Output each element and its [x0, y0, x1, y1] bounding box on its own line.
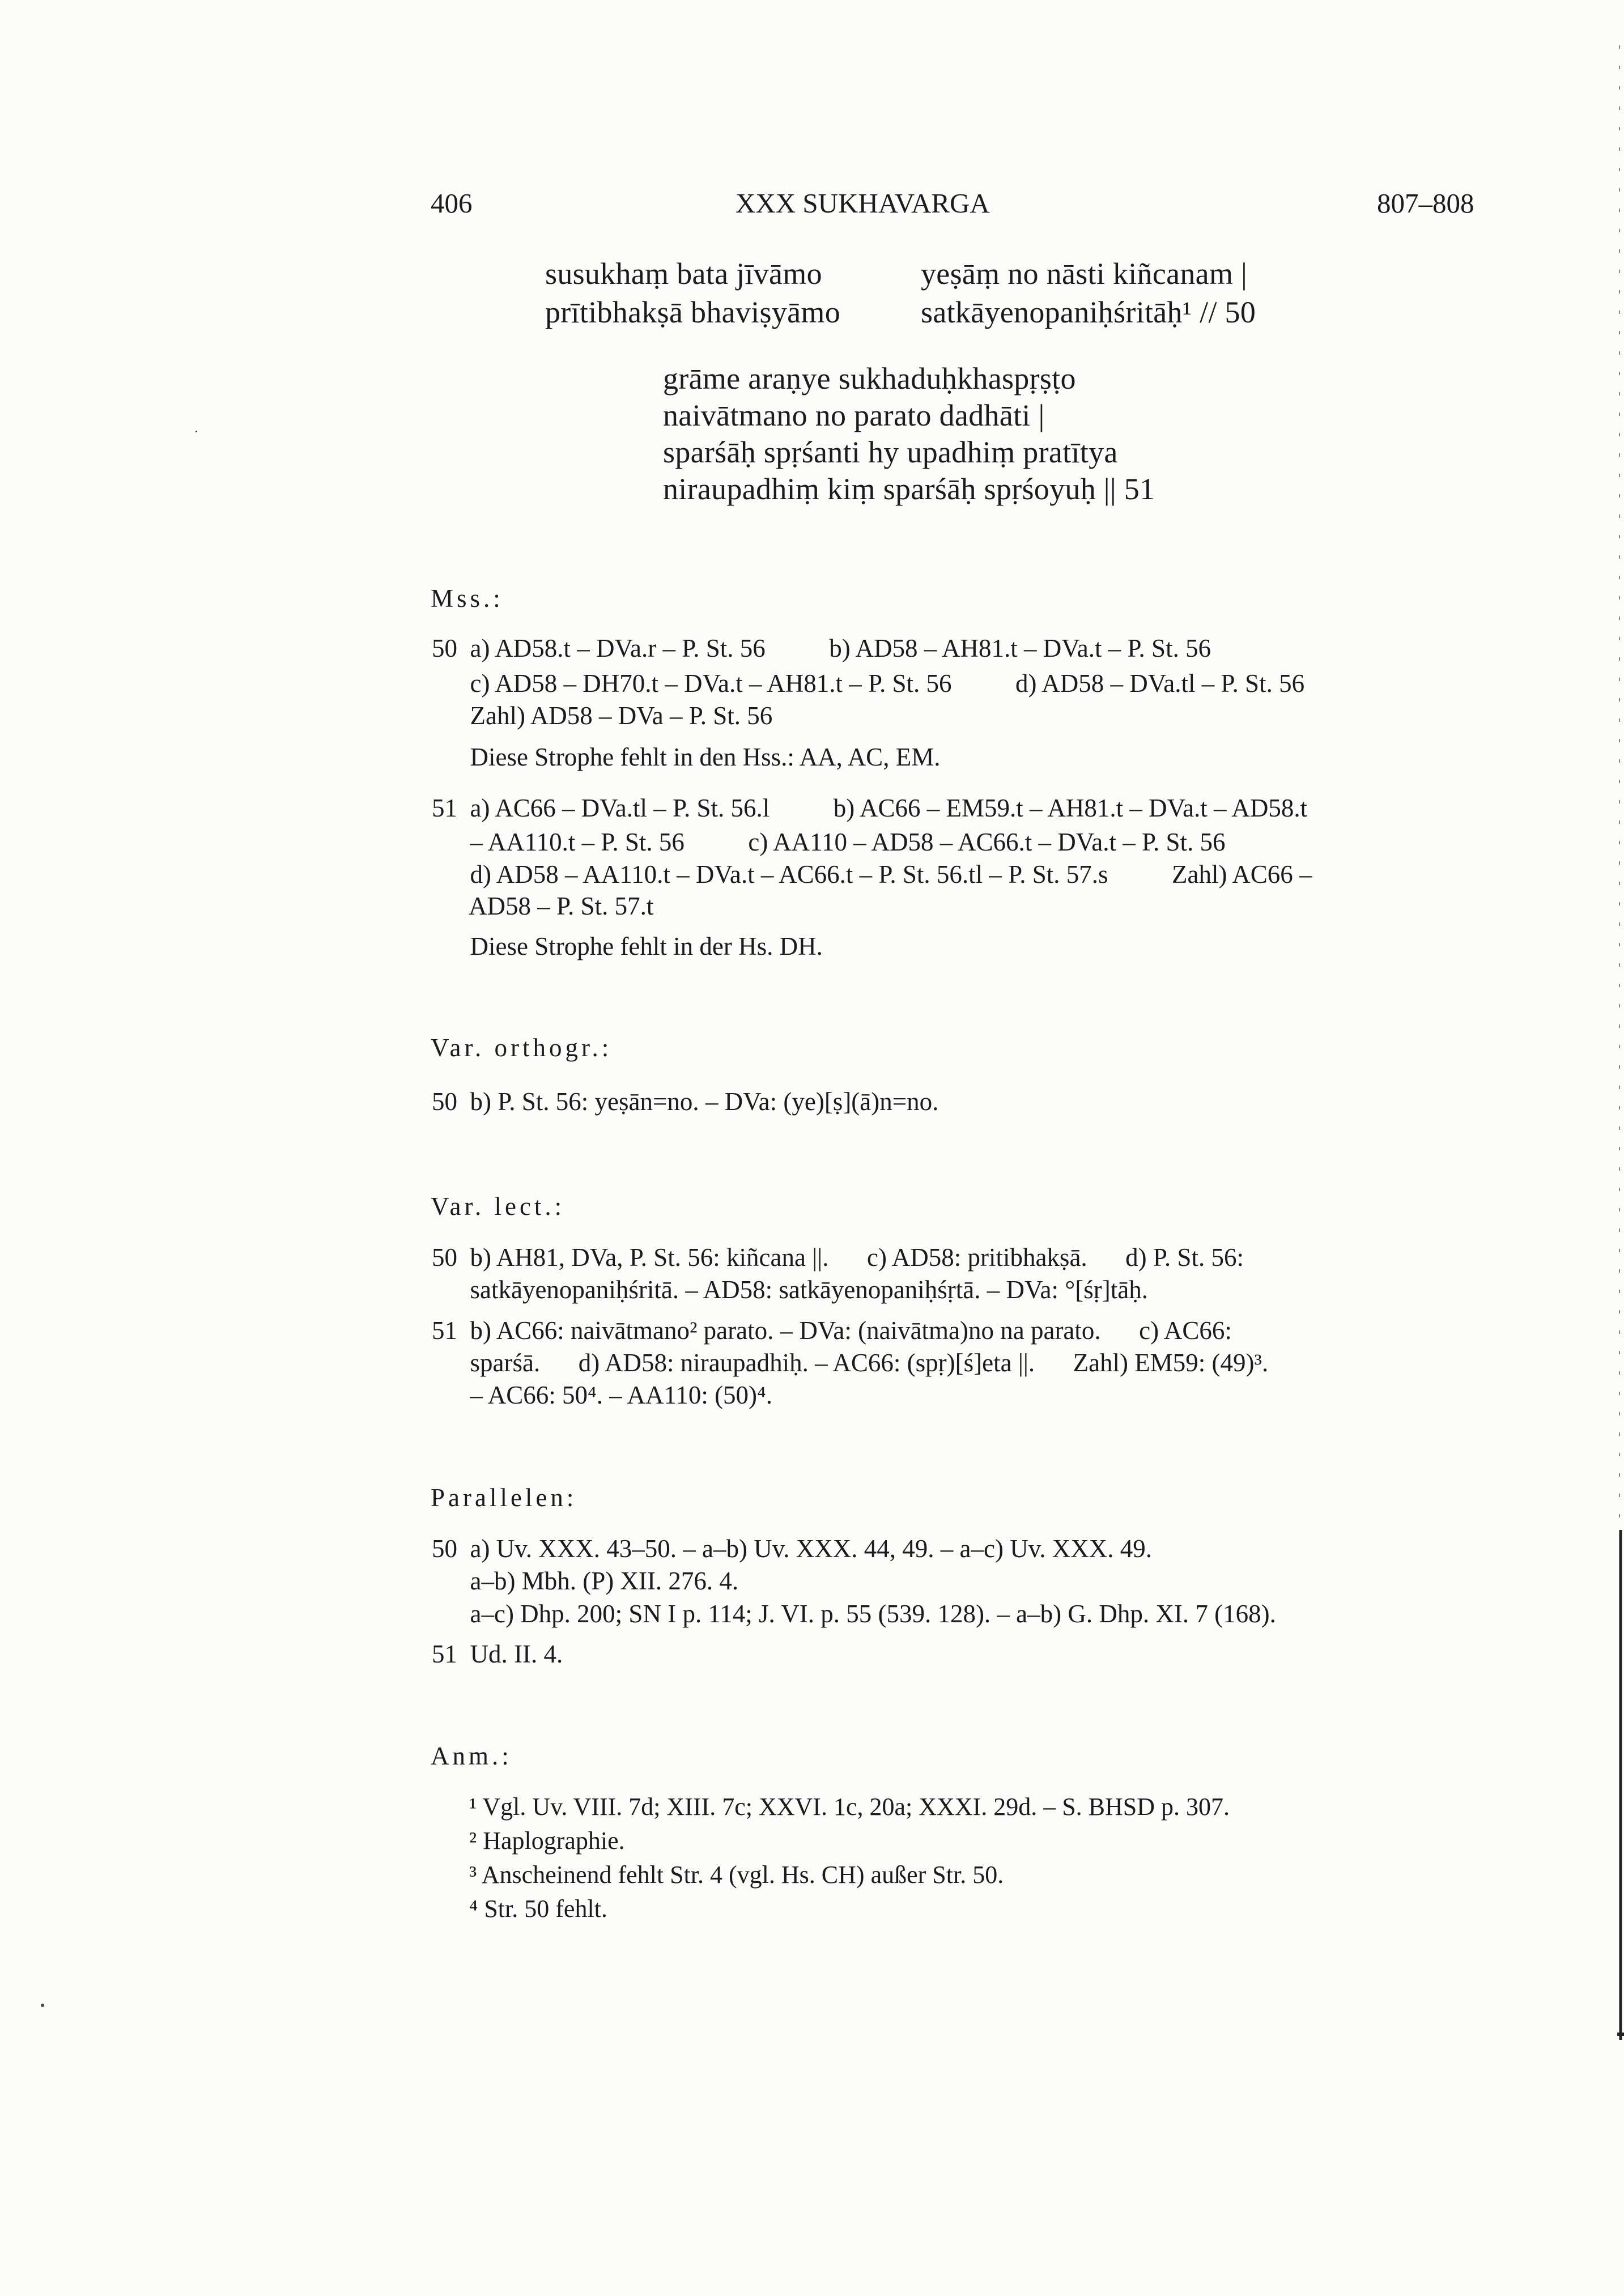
- parallelen-line: a–b) Mbh. (P) XII. 276. 4.: [432, 1567, 739, 1595]
- mss-line: Diese Strophe fehlt in den Hss.: AA, AC, EM.: [432, 743, 941, 771]
- scan-speck: [41, 2004, 44, 2007]
- verse-50-pada-a: susukhaṃ bata jīvāmo: [545, 257, 822, 291]
- footnote-line: ⁴ Str. 50 fehlt.: [469, 1895, 607, 1923]
- var-lect-line: 50 b) AH81, DVa, P. St. 56: kiñcana ||. c) AD58: pritibhakṣā. d) P. St. 56:: [432, 1243, 1244, 1272]
- strophe-range: 807–808: [1377, 188, 1474, 219]
- var-lect-line: 51 b) AC66: naivātmano² parato. – DVa: (naivātma)no na parato. c) AC66:: [432, 1316, 1232, 1345]
- var-lect-line: sparśā. d) AD58: niraupadhiḥ. – AC66: (spṛ)[ś]eta ||. Zahl) EM59: (49)³.: [432, 1349, 1269, 1377]
- section-heading-var-orthogr: Var. orthogr.:: [431, 1034, 613, 1062]
- var-lect-line: – AC66: 50⁴. – AA110: (50)⁴.: [432, 1381, 772, 1409]
- page-edge-shadow: [1607, 0, 1624, 2296]
- scan-speck: [195, 431, 197, 432]
- running-title: XXX SUKHAVARGA: [736, 188, 990, 219]
- section-heading-parallelen: Parallelen:: [431, 1483, 577, 1512]
- verse-51-pada-d: niraupadhiṃ kiṃ sparśāḥ spṛśoyuḥ || 51: [663, 472, 1155, 506]
- section-heading-mss: Mss.:: [431, 584, 504, 613]
- var-orthogr-line: 50 b) P. St. 56: yeṣān=no. – DVa: (ye)[ṣ](ā)n=no.: [432, 1087, 939, 1116]
- verse-51-pada-a: grāme araṇye sukhaduḥkhaspṛṣṭo: [663, 362, 1076, 396]
- verse-51-pada-b: naivātmano no parato dadhāti |: [663, 398, 1045, 432]
- footnote-line: ³ Anscheinend fehlt Str. 4 (vgl. Hs. CH) außer Str. 50.: [469, 1861, 1004, 1889]
- section-heading-anm: Anm.:: [431, 1742, 512, 1770]
- verse-50-pada-b: yeṣāṃ no nāsti kiñcanam |: [921, 257, 1248, 291]
- mss-line: Diese Strophe fehlt in der Hs. DH.: [432, 932, 823, 960]
- parallelen-line: a–c) Dhp. 200; SN I p. 114; J. VI. p. 55 (539. 128). – a–b) G. Dhp. XI. 7 (168).: [432, 1600, 1276, 1628]
- mss-line: 50 a) AD58.t – DVa.r – P. St. 56 b) AD58 – AH81.t – DVa.t – P. St. 56: [432, 634, 1211, 662]
- parallelen-line: 51 Ud. II. 4.: [432, 1640, 563, 1668]
- section-heading-var-lect: Var. lect.:: [431, 1192, 566, 1221]
- verse-51-pada-c: sparśāḥ spṛśanti hy upadhiṃ pratītya: [663, 435, 1118, 469]
- footnote-line: ¹ Vgl. Uv. VIII. 7d; XIII. 7c; XXVI. 1c, 20a; XXXI. 29d. – S. BHSD p. 307.: [469, 1793, 1230, 1821]
- mss-line: – AA110.t – P. St. 56 c) AA110 – AD58 – AC66.t – DVa.t – P. St. 56: [432, 828, 1226, 856]
- mss-line: 51 a) AC66 – DVa.tl – P. St. 56.l b) AC66 – EM59.t – AH81.t – DVa.t – AD58.t: [432, 794, 1308, 822]
- mss-line: Zahl) AD58 – DVa – P. St. 56: [432, 701, 773, 730]
- verse-50-pada-d: satkāyenopaniḥśritāḥ¹ // 50: [921, 295, 1256, 329]
- verse-50-pada-c: prītibhakṣā bhaviṣyāmo: [545, 295, 840, 329]
- parallelen-line: 50 a) Uv. XXX. 43–50. – a–b) Uv. XXX. 44, 49. – a–c) Uv. XXX. 49.: [432, 1534, 1153, 1563]
- page-number: 406: [431, 188, 473, 219]
- mss-line: d) AD58 – AA110.t – DVa.t – AC66.t – P. St. 56.tl – P. St. 57.s Zahl) AC66 –: [432, 860, 1312, 888]
- footnote-line: ² Haplographie.: [469, 1827, 625, 1855]
- mss-line: AD58 – P. St. 57.t: [432, 892, 654, 920]
- var-lect-line: satkāyenopaniḥśritā. – AD58: satkāyenopaniḥśṛtā. – DVa: °[śṛ]tāḥ.: [432, 1275, 1148, 1304]
- mss-line: c) AD58 – DH70.t – DVa.t – AH81.t – P. St. 56 d) AD58 – DVa.tl – P. St. 56: [432, 669, 1305, 698]
